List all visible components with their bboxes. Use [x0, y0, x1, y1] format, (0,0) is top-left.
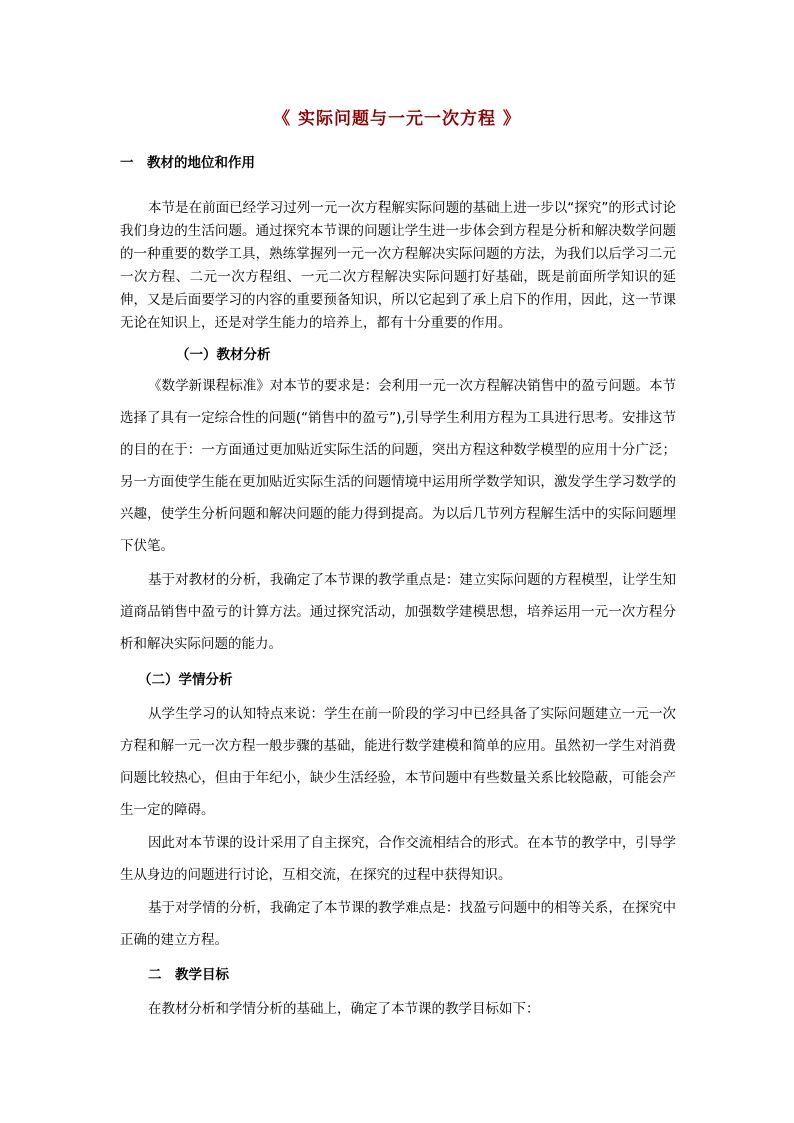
section2-paragraph: 在教材分析和学情分析的基础上，确定了本节课的教学目标如下： — [148, 1001, 540, 1017]
subsection2-heading: （二）学情分析 — [138, 672, 233, 688]
subsection1-paragraph-1: 《数学新课程标准》对本节的要求是：会利用一元一次方程解决销售中的盈亏问题。本节选择了具有一定综合性的问题(“销售中的盈亏”),引导学生利用方程为工具进行思考。安排这节的目的在于：一方面通过更加贴近实际生活的问题，突出方程这种数学模型的应用十分广泛；另一方面使学生能在更加贴近实际生活的问题情境中运用所学数学知识，激发学生学习数学的兴趣，使学生分析问题和解决问题的能力得到提高。为以后几节列方程解生活中的实际问题埋下伏笔。 — [120, 378, 676, 554]
subsection1-heading: （一）教材分析 — [176, 347, 271, 363]
section1-heading: 一 教材的地位和作用 — [120, 155, 255, 171]
document-title: 《 实际问题与一元一次方程 》 — [273, 109, 521, 129]
subsection2-paragraph-3: 基于对学情的分析，我确定了本节课的教学难点是：找盈亏问题中的相等关系，在探究中正确的建立方程。 — [120, 900, 676, 948]
subsection2-paragraph-1: 从学生学习的认知特点来说：学生在前一阶段的学习中已经具备了实际问题建立一元一次方程和解一元一次方程一般步骤的基础，能进行数学建模和简单的应用。虽然初一学生对消费问题比较热心，但由于年纪小，缺少生活经验，本节问题中有些数量关系比较隐蔽，可能会产生一定的障碍。 — [120, 706, 676, 818]
section1-paragraph: 本节是在前面已经学习过列一元一次方程解实际问题的基础上进一步以“探究”的形式讨论我们身边的生活问题。通过探究本节课的问题让学生进一步体会到方程是分析和解决数学问题的一种重要的数学工具，熟练掌握列一元一次方程解决实际问题的方法，为我们以后学习二元一次方程、二元一次方程组、一元二次方程解决实际问题打好基础，既是前面所学知识的延伸，又是后面要学习的内容的重要预备知识，所以它起到了承上启下的作用，因此，这一节课无论在知识上，还是对学生能力的培养上，都有十分重要的作用。 — [120, 200, 676, 331]
subsection2-paragraph-2: 因此对本节课的设计采用了自主探究，合作交流相结合的形式。在本节的教学中，引导学生从身边的问题进行讨论，互相交流，在探究的过程中获得知识。 — [120, 835, 676, 883]
section2-heading: 二 教学目标 — [148, 967, 229, 983]
subsection1-paragraph-2: 基于对教材的分析，我确定了本节课的教学重点是：建立实际问题的方程模型，让学生知道商品销售中盈亏的计算方法。通过探究活动，加强数学建模思想，培养运用一元一次方程分析和解决实际问题的能力。 — [120, 572, 676, 652]
